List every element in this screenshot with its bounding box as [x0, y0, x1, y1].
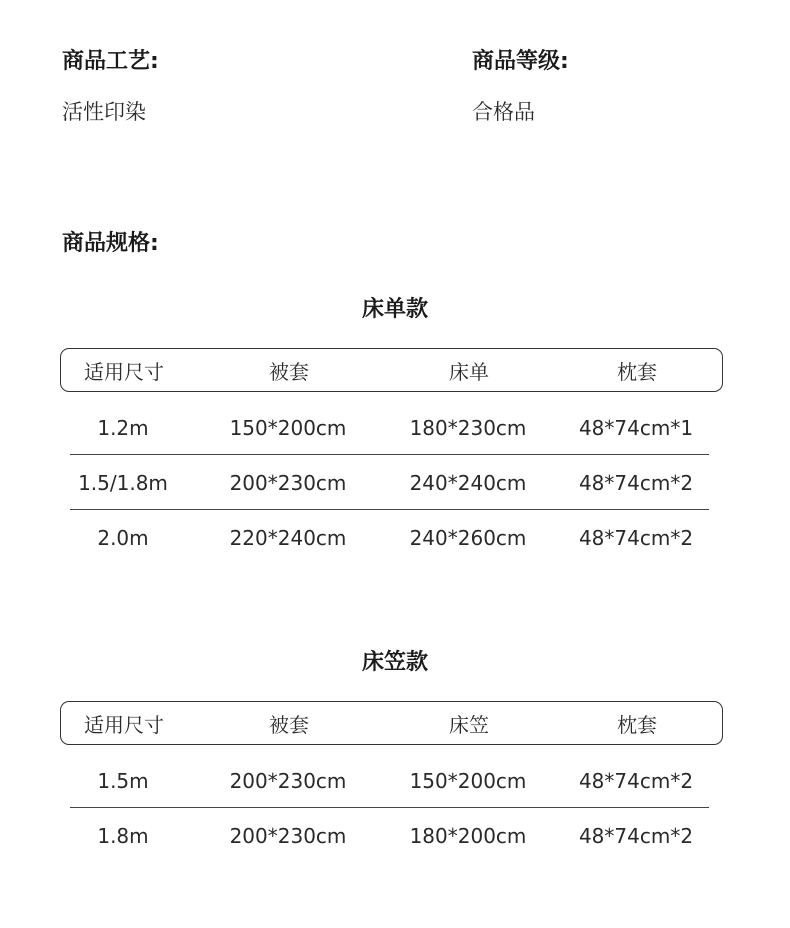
fitted-style-title: 床笠款 — [361, 650, 428, 675]
header-pillowcase: 枕套 — [617, 359, 657, 384]
cell-size: 1.5/1.8m — [78, 470, 168, 495]
craft-label: 商品工艺: — [62, 49, 159, 74]
cell-pillowcase: 48*74cm*2 — [578, 823, 694, 848]
table-row — [60, 808, 723, 863]
header-pillowcase: 枕套 — [617, 712, 657, 737]
grade-value: 合格品 — [472, 100, 535, 124]
sheet-style-table — [60, 348, 723, 565]
header-duvet: 被套 — [269, 359, 309, 384]
cell-pillowcase: 48*74cm*2 — [578, 470, 694, 495]
cell-pillowcase: 48*74cm*2 — [578, 525, 694, 550]
cell-duvet: 200*230cm — [229, 768, 347, 793]
sheet-style-title: 床单款 — [361, 297, 428, 322]
cell-sheet: 180*230cm — [409, 415, 527, 440]
cell-duvet: 200*230cm — [229, 470, 347, 495]
cell-duvet: 150*200cm — [229, 415, 347, 440]
cell-fitted-sheet: 150*200cm — [409, 768, 527, 793]
table-header — [60, 701, 723, 745]
table-row — [60, 455, 723, 510]
cell-pillowcase: 48*74cm*1 — [578, 415, 694, 440]
cell-fitted-sheet: 180*200cm — [409, 823, 527, 848]
header-duvet: 被套 — [269, 712, 309, 737]
spec-label: 商品规格: — [62, 231, 159, 256]
cell-sheet: 240*260cm — [409, 525, 527, 550]
table-row — [60, 400, 723, 455]
cell-size: 2.0m — [97, 525, 149, 550]
header-size: 适用尺寸 — [84, 359, 164, 384]
cell-pillowcase: 48*74cm*2 — [578, 768, 694, 793]
cell-sheet: 240*240cm — [409, 470, 527, 495]
table-header — [60, 348, 723, 392]
grade-label: 商品等级: — [472, 49, 569, 74]
header-fitted-sheet: 床笠 — [449, 712, 489, 737]
cell-size: 1.8m — [97, 823, 149, 848]
cell-duvet: 220*240cm — [229, 525, 347, 550]
craft-value: 活性印染 — [62, 100, 146, 124]
cell-size: 1.2m — [97, 415, 149, 440]
header-size: 适用尺寸 — [84, 712, 164, 737]
table-row — [60, 510, 723, 565]
cell-size: 1.5m — [97, 768, 149, 793]
fitted-style-table — [60, 701, 723, 863]
cell-duvet: 200*230cm — [229, 823, 347, 848]
table-row — [60, 753, 723, 808]
header-sheet: 床单 — [449, 359, 489, 384]
